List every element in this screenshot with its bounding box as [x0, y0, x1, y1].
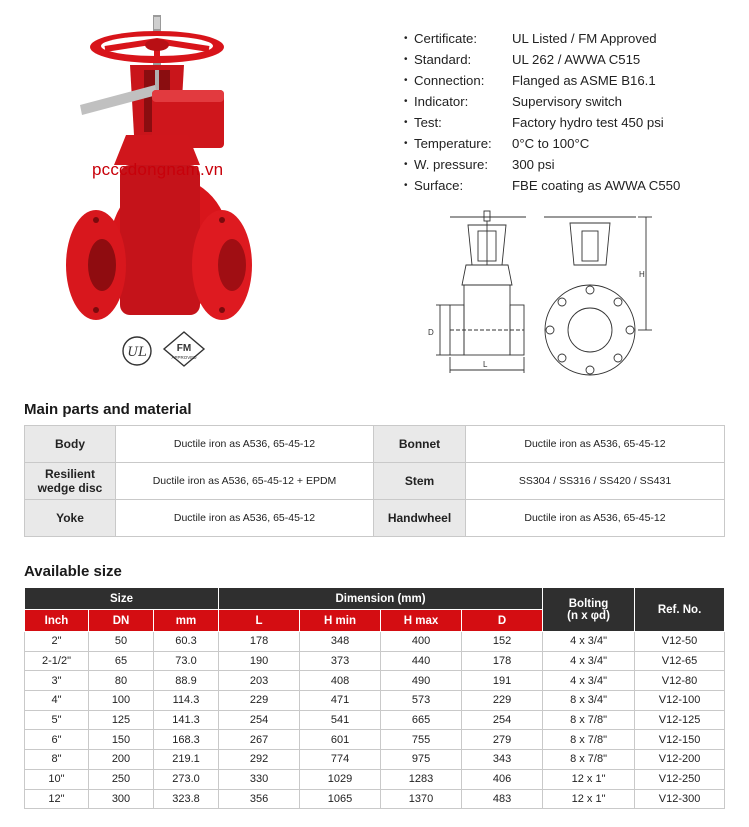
- table-row: [25, 463, 725, 500]
- table-cell: 279: [462, 730, 543, 750]
- spec-item: • Temperature: 0°C to 100°C: [404, 136, 590, 151]
- table-cell: V12-150: [635, 730, 725, 750]
- table-row: [25, 500, 725, 537]
- table-cell: 300: [89, 789, 154, 809]
- table-cell: 4 x 3/4": [543, 671, 635, 691]
- column-header: H max: [381, 610, 462, 632]
- table-cell: 125: [89, 710, 154, 730]
- technical-drawing: [420, 205, 660, 380]
- spec-label: Temperature:: [414, 136, 492, 151]
- spec-value: UL 262 / AWWA C515: [512, 52, 641, 67]
- table-cell: 141.3: [154, 710, 219, 730]
- table-cell: V12-300: [635, 789, 725, 809]
- spec-item: • Standard: UL 262 / AWWA C515: [404, 52, 641, 67]
- table-cell: 573: [381, 691, 462, 711]
- part-name: Bonnet: [374, 426, 466, 463]
- table-cell: 12": [25, 789, 89, 809]
- valve-product-photo: [60, 15, 300, 375]
- spec-value: UL Listed / FM Approved: [512, 31, 657, 46]
- spec-label: Connection:: [414, 73, 485, 88]
- table-cell: 323.8: [154, 789, 219, 809]
- table-cell: 373: [300, 651, 381, 671]
- spec-value: FBE coating as AWWA C550: [512, 178, 681, 193]
- spec-value: Factory hydro test 450 psi: [512, 115, 664, 130]
- table-row: [25, 691, 725, 711]
- table-cell: 114.3: [154, 691, 219, 711]
- part-name: Yoke: [25, 500, 116, 537]
- table-cell: 88.9: [154, 671, 219, 691]
- spec-item: • W. pressure: 300 psi: [404, 157, 555, 172]
- table-cell: 200: [89, 750, 154, 770]
- size-table: [24, 587, 725, 809]
- table-cell: 356: [219, 789, 300, 809]
- spec-list: [404, 28, 680, 196]
- bolting-header-sub: (n x φd): [567, 609, 610, 622]
- table-cell: 80: [89, 671, 154, 691]
- part-name: Resilient wedge disc: [25, 463, 116, 500]
- table-cell: 330: [219, 769, 300, 789]
- column-header: L: [219, 610, 300, 632]
- bolting-header: [543, 588, 635, 632]
- table-row: [25, 789, 725, 809]
- table-cell: 152: [462, 632, 543, 652]
- size-table-body: [25, 632, 725, 809]
- table-row: [25, 769, 725, 789]
- table-cell: 292: [219, 750, 300, 770]
- drawing-label-d: D: [428, 328, 434, 337]
- column-header: mm: [154, 610, 219, 632]
- table-cell: 150: [89, 730, 154, 750]
- spec-item: • Connection: Flanged as ASME B16.1: [404, 73, 656, 88]
- watermark-text: pcccdongnam.vn: [92, 160, 224, 179]
- table-cell: 60.3: [154, 632, 219, 652]
- spec-label: Indicator:: [414, 94, 469, 109]
- table-cell: 755: [381, 730, 462, 750]
- table-cell: 348: [300, 632, 381, 652]
- table-cell: 219.1: [154, 750, 219, 770]
- part-material: Ductile iron as A536, 65-45-12: [116, 426, 374, 463]
- spec-value: 0°C to 100°C: [512, 136, 590, 151]
- size-section-title: Available size: [24, 563, 122, 580]
- spec-item: • Certificate: UL Listed / FM Approved: [404, 31, 657, 46]
- spec-label: Standard:: [414, 52, 472, 67]
- ref-header: Ref. No.: [635, 588, 725, 632]
- part-material: Ductile iron as A536, 65-45-12 + EPDM: [116, 463, 374, 500]
- table-cell: 12 x 1": [543, 769, 635, 789]
- spec-item: • Indicator: Supervisory switch: [404, 94, 622, 109]
- table-row: [25, 730, 725, 750]
- table-cell: 2": [25, 632, 89, 652]
- table-cell: 406: [462, 769, 543, 789]
- fm-approved-icon: [162, 330, 206, 368]
- table-cell: 254: [219, 710, 300, 730]
- part-material: Ductile iron as A536, 65-45-12: [466, 426, 725, 463]
- fm-sub-text: APPROVED: [171, 355, 197, 360]
- table-cell: V12-200: [635, 750, 725, 770]
- table-cell: 1029: [300, 769, 381, 789]
- table-cell: 5": [25, 710, 89, 730]
- spec-label: Surface:: [414, 178, 464, 193]
- table-row: [25, 750, 725, 770]
- column-header: Inch: [25, 610, 89, 632]
- table-cell: 4 x 3/4": [543, 651, 635, 671]
- bolting-header-label: Bolting: [568, 597, 609, 610]
- table-cell: 191: [462, 671, 543, 691]
- spec-item: • Test: Factory hydro test 450 psi: [404, 115, 664, 130]
- table-row: [25, 651, 725, 671]
- table-cell: 178: [219, 632, 300, 652]
- size-group-header: Size: [25, 588, 219, 610]
- table-cell: 178: [462, 651, 543, 671]
- table-cell: 440: [381, 651, 462, 671]
- table-cell: 100: [89, 691, 154, 711]
- column-header: DN: [89, 610, 154, 632]
- table-cell: V12-125: [635, 710, 725, 730]
- table-cell: 975: [381, 750, 462, 770]
- table-cell: 65: [89, 651, 154, 671]
- table-cell: 50: [89, 632, 154, 652]
- table-cell: 6": [25, 730, 89, 750]
- table-cell: 1283: [381, 769, 462, 789]
- spec-label: Certificate:: [414, 31, 478, 46]
- table-cell: 8 x 3/4": [543, 691, 635, 711]
- table-header-row: [25, 588, 725, 610]
- table-row: [25, 710, 725, 730]
- table-cell: V12-65: [635, 651, 725, 671]
- table-row: [25, 632, 725, 652]
- table-cell: 168.3: [154, 730, 219, 750]
- part-name: Stem: [374, 463, 466, 500]
- table-cell: 190: [219, 651, 300, 671]
- table-cell: 2-1/2": [25, 651, 89, 671]
- ul-mark-text: UL: [127, 345, 147, 360]
- part-name: Handwheel: [374, 500, 466, 537]
- table-cell: 665: [381, 710, 462, 730]
- dimension-group-header: Dimension (mm): [219, 588, 543, 610]
- table-cell: 343: [462, 750, 543, 770]
- column-header: H min: [300, 610, 381, 632]
- table-cell: V12-50: [635, 632, 725, 652]
- table-cell: 8 x 7/8": [543, 710, 635, 730]
- table-cell: 3": [25, 671, 89, 691]
- table-cell: 400: [381, 632, 462, 652]
- table-cell: 8 x 7/8": [543, 730, 635, 750]
- table-cell: 1370: [381, 789, 462, 809]
- table-cell: 8 x 7/8": [543, 750, 635, 770]
- table-cell: 12 x 1": [543, 789, 635, 809]
- table-cell: 541: [300, 710, 381, 730]
- parts-table: [24, 425, 725, 537]
- spec-label: Test:: [414, 115, 442, 130]
- table-cell: 8": [25, 750, 89, 770]
- spec-item: • Surface: FBE coating as AWWA C550: [404, 178, 681, 193]
- table-cell: V12-250: [635, 769, 725, 789]
- table-row: [25, 671, 725, 691]
- table-row: [25, 426, 725, 463]
- table-cell: V12-100: [635, 691, 725, 711]
- drawing-label-h: H: [639, 270, 645, 279]
- table-cell: 471: [300, 691, 381, 711]
- table-cell: 601: [300, 730, 381, 750]
- table-cell: 203: [219, 671, 300, 691]
- table-cell: 408: [300, 671, 381, 691]
- spec-value: Flanged as ASME B16.1: [512, 73, 656, 88]
- spec-value: 300 psi: [512, 157, 555, 172]
- parts-section-title: Main parts and material: [24, 401, 192, 418]
- table-cell: 273.0: [154, 769, 219, 789]
- spec-label: W. pressure:: [414, 157, 489, 172]
- table-cell: 250: [89, 769, 154, 789]
- table-cell: 10": [25, 769, 89, 789]
- ul-listed-icon: [120, 334, 156, 370]
- fm-mark-text: FM: [176, 343, 192, 354]
- table-cell: 4": [25, 691, 89, 711]
- column-header: D: [462, 610, 543, 632]
- drawing-label-l: L: [483, 360, 488, 369]
- part-material: SS304 / SS316 / SS420 / SS431: [466, 463, 725, 500]
- part-name: Body: [25, 426, 116, 463]
- table-cell: V12-80: [635, 671, 725, 691]
- table-cell: 267: [219, 730, 300, 750]
- table-cell: 483: [462, 789, 543, 809]
- table-cell: 73.0: [154, 651, 219, 671]
- table-cell: 254: [462, 710, 543, 730]
- table-cell: 4 x 3/4": [543, 632, 635, 652]
- part-material: Ductile iron as A536, 65-45-12: [466, 500, 725, 537]
- table-cell: 1065: [300, 789, 381, 809]
- table-cell: 490: [381, 671, 462, 691]
- part-material: Ductile iron as A536, 65-45-12: [116, 500, 374, 537]
- table-cell: 229: [462, 691, 543, 711]
- spec-value: Supervisory switch: [512, 94, 622, 109]
- table-cell: 774: [300, 750, 381, 770]
- table-cell: 229: [219, 691, 300, 711]
